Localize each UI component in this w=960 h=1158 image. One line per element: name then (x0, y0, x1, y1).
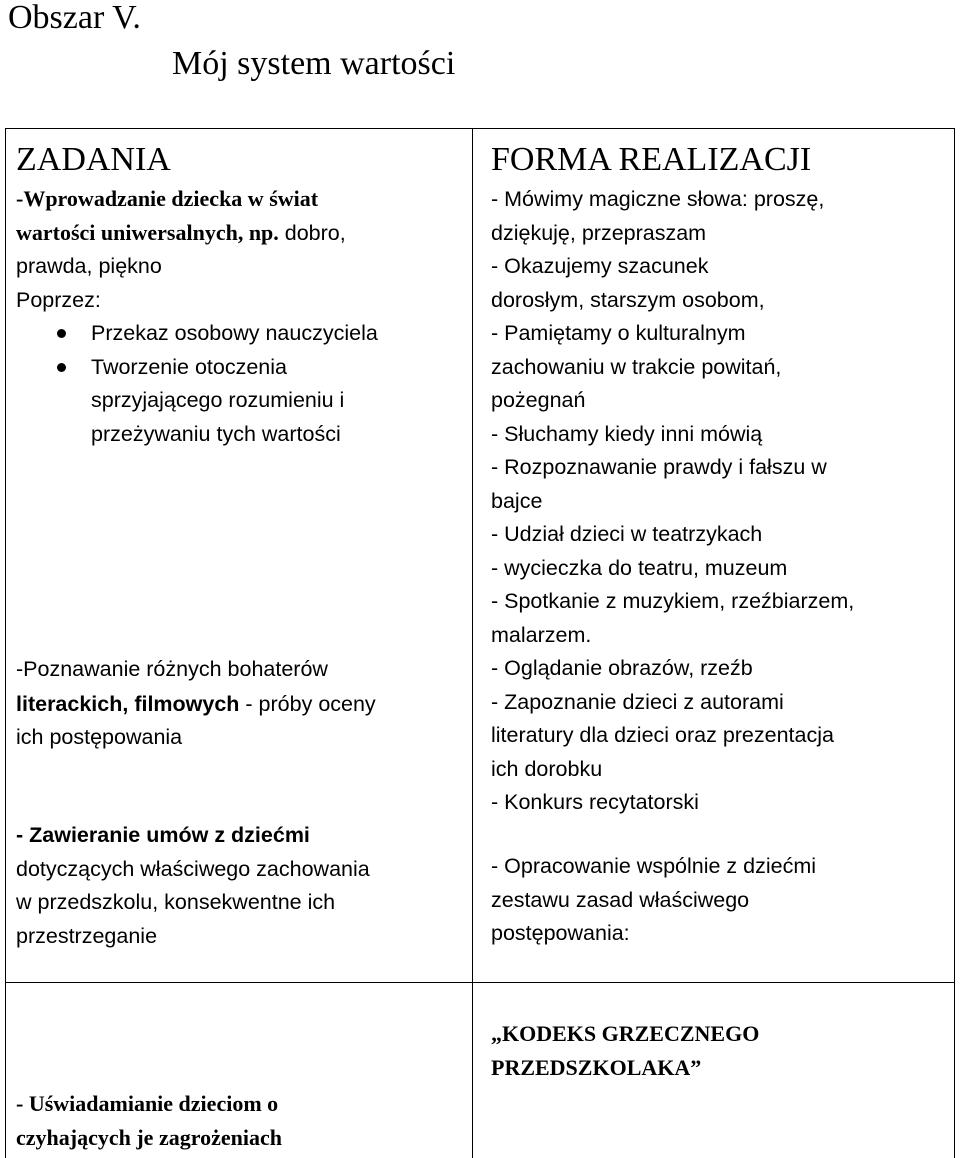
list-item: - Zapoznanie dzieci z autorami (491, 689, 784, 714)
task-values-line2-rest: dobro, (278, 220, 346, 245)
bullet-item-2-line2: sprzyjającego rozumieniu i (91, 388, 345, 412)
kodeks-title-line2: PRZEDSZKOLAKA” (491, 1054, 702, 1080)
task-values-line3: prawda, piękno (16, 254, 162, 278)
list-item: - Konkurs recytatorski (491, 790, 699, 814)
list-item: literatury dla dzieci oraz prezentacja (491, 723, 834, 747)
realization-list-rules (491, 850, 949, 951)
list-item: - Mówimy magiczne słowa: proszę, (491, 187, 825, 211)
list-item: postępowania: (491, 921, 630, 945)
list-item: - Udział dzieci w teatrzykach (491, 522, 763, 546)
header-forma-realizacji: FORMA REALIZACJI (491, 141, 812, 178)
task-heroes-line2-rest: - próby oceny (239, 691, 376, 716)
task-heroes-line2-bold: literackich, filmowych (16, 691, 240, 716)
task-agreements-line2: dotyczących właściwego zachowania (16, 856, 370, 881)
list-item: - Pamiętamy o kulturalnym (491, 321, 746, 345)
task-values (16, 182, 468, 451)
list-item: malarzem. (491, 622, 592, 647)
list-item: bajce (491, 488, 543, 513)
task-values-line1: -Wprowadzanie dziecka w świat (16, 186, 319, 211)
realization-list (491, 183, 949, 820)
task-heroes-line2 (16, 687, 468, 722)
row-divider (5, 982, 955, 983)
list-item: zestawu zasad właściwego (491, 887, 750, 912)
kodeks-title (491, 1017, 949, 1084)
list-item: pożegnań (491, 388, 586, 412)
list-item: - Okazujemy szacunek (491, 254, 709, 278)
list-item: zachowaniu w trakcie powitań, (491, 354, 782, 379)
list-item: ich dorobku (491, 756, 603, 781)
list-item: - wycieczka do teatru, muzeum (491, 555, 788, 580)
task-values-line2 (16, 216, 468, 251)
task-dangers (16, 1087, 468, 1154)
column-divider (472, 128, 473, 1158)
task-agreements-line4: przestrzeganie (16, 923, 158, 948)
task-agreements (16, 819, 468, 953)
bullet-item-2-line3: przeżywaniu tych wartości (91, 421, 341, 446)
task-heroes (16, 653, 468, 755)
kodeks-title-line1: „KODEKS GRZECZNEGO (491, 1021, 760, 1046)
task-agreements-line3: w przedszkolu, konsekwentne ich (16, 890, 336, 914)
task-dangers-line1: - Uświadamianie dzieciom o (16, 1091, 279, 1116)
task-values-line2-bold: wartości uniwersalnych, np. (16, 219, 279, 245)
bullet-item-2: Tworzenie otoczenia (16, 351, 468, 385)
page-title-line1: Obszar V. (8, 0, 141, 36)
task-heroes-line1: -Poznawanie różnych bohaterów (16, 657, 328, 681)
task-values-line4: Poprzez: (16, 287, 101, 312)
list-item: - Opracowanie wspólnie z dziećmi (491, 854, 817, 878)
page-title-line2: Mój system wartości (172, 45, 456, 82)
bullet-item-1: Przekaz osobowy nauczyciela (16, 317, 468, 351)
task-heroes-line3: ich postępowania (16, 725, 183, 749)
list-item: - Oglądanie obrazów, rzeźb (491, 656, 753, 680)
list-item: dorosłym, starszym osobom, (491, 287, 765, 312)
task-agreements-line1: - Zawieranie umów z dziećmi (16, 823, 310, 847)
header-zadania: ZADANIA (16, 141, 171, 178)
list-item: - Słuchamy kiedy inni mówią (491, 421, 763, 446)
list-item: - Spotkanie z muzykiem, rzeźbiarzem, (491, 589, 855, 613)
list-item: dziękuję, przepraszam (491, 220, 707, 245)
list-item: - Rozpoznawanie prawdy i fałszu w (491, 455, 827, 479)
task-dangers-line2: czyhających je zagrożeniach (16, 1124, 282, 1150)
